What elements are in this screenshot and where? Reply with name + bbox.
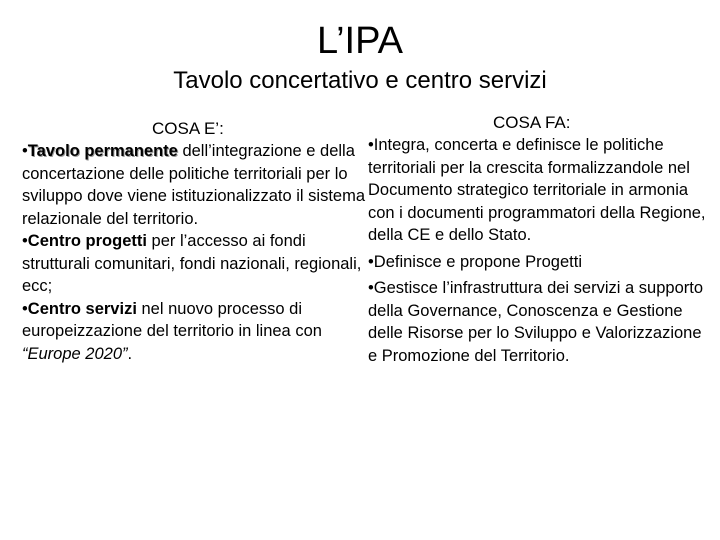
left-item-tavolo bbox=[22, 140, 367, 230]
right-item-integra: •Integra, concerta e definisce le politiche territoriali per la crescita formalizzandole nel Documento strategico territoriale in armonia con i documenti programmatori della Regione, della CE e dello Stato. bbox=[368, 136, 706, 244]
left-item-progetti-bold: Centro progetti bbox=[27, 232, 147, 250]
right-heading: COSA FA: bbox=[493, 113, 571, 132]
left-item-servizi bbox=[22, 298, 367, 366]
bullet-icon: • bbox=[22, 299, 28, 318]
left-item-servizi-end: . bbox=[127, 344, 133, 363]
left-item-tavolo-bold: Tavolo permanente bbox=[27, 142, 178, 160]
left-heading: COSA E’: bbox=[152, 119, 224, 138]
slide-subtitle: Tavolo concertativo e centro servizi bbox=[173, 67, 547, 94]
right-item-gestisce: •Gestisce l’infrastruttura dei servizi a supporto della Governance, Conoscenza e Gestione delle Risorse per lo Sviluppo e Valorizzazione e Promozione del Territorio. bbox=[368, 279, 703, 365]
bullet-icon: • bbox=[22, 142, 28, 160]
left-item-servizi-text: nel nuovo processo di europeizzazione del territorio in linea con bbox=[22, 299, 322, 340]
slide-title: L’IPA bbox=[317, 20, 403, 62]
left-column bbox=[22, 118, 367, 365]
left-item-progetti bbox=[22, 230, 367, 298]
left-item-progetti-text: per l’accesso ai fondi strutturali comunitari, fondi nazionali, regionali, ecc; bbox=[22, 232, 362, 295]
left-item-servizi-italic: “Europe 2020” bbox=[22, 344, 128, 363]
right-item-definisce: •Definisce e propone Progetti bbox=[368, 252, 582, 271]
right-column bbox=[368, 112, 708, 367]
left-item-tavolo-text: dell’integrazione e della concertazione delle politiche territoriali per lo sviluppo dove viene istituzionalizzato il sistema relazionale del territorio. bbox=[22, 142, 366, 228]
left-item-servizi-bold: Centro servizi bbox=[27, 299, 137, 318]
bullet-icon: • bbox=[22, 232, 28, 250]
